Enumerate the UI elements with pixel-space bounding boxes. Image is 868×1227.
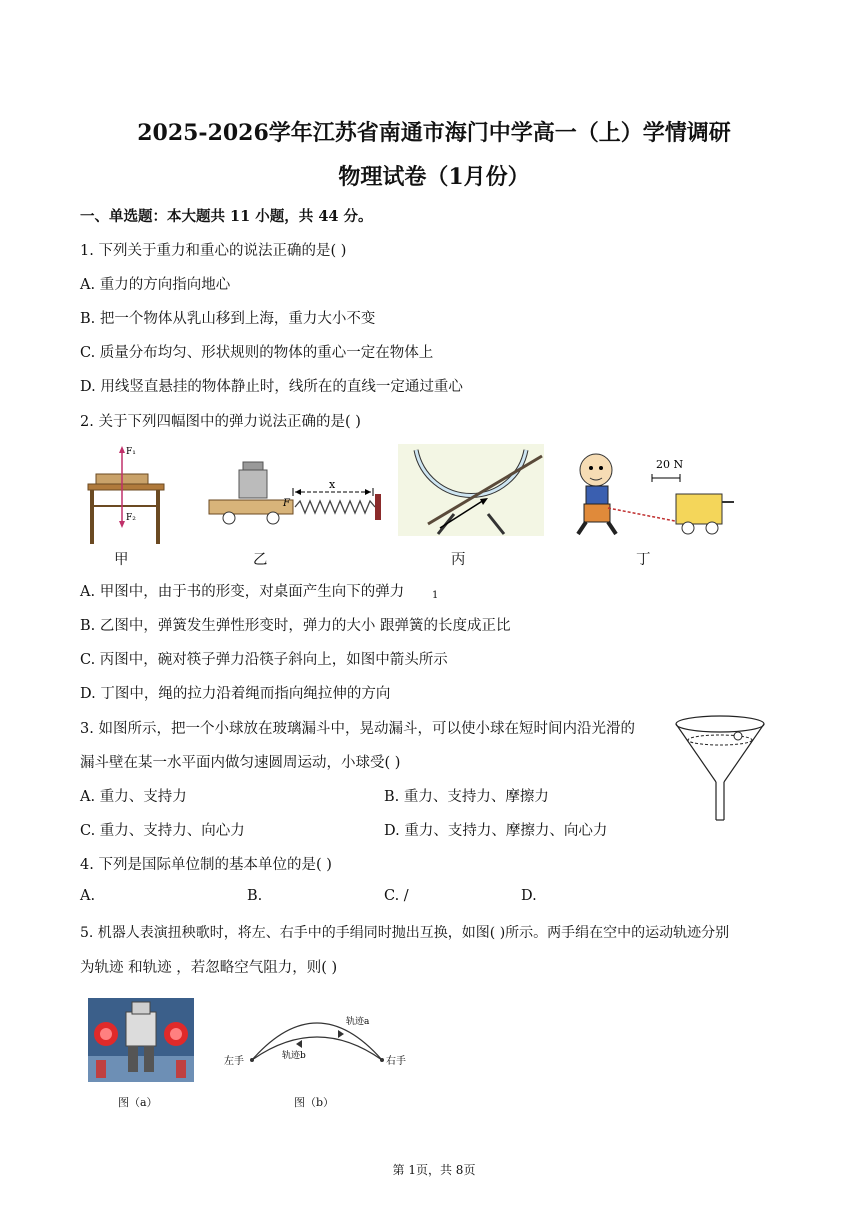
q2-option-b: B. 乙图中，弹簧发生弹性形变时，弹力的大小 跟弹簧的长度成正比: [80, 618, 511, 634]
q5-figure-a-photo: [88, 998, 194, 1082]
right-hand-label: 右手: [386, 1056, 406, 1067]
paper-title-line2: 物理试卷（1月份）: [338, 164, 530, 190]
q5-fig-a-caption: 图（a）: [118, 1096, 158, 1109]
q2-figure-yi: [205, 458, 385, 528]
fig-label-bing: 丙: [451, 552, 466, 568]
section-header: 一、单选题：本大题共 11 小题，共 44 分。: [80, 208, 373, 225]
n-label: 20 N: [656, 458, 684, 471]
q1-option-a: A. 重力的方向指向地心: [80, 277, 231, 293]
q4-stem: 4. 下列是国际单位制的基本单位的是( ): [80, 857, 332, 873]
f-label: F: [283, 498, 290, 509]
cart-body: [209, 500, 293, 514]
f2-label: F₂: [126, 513, 136, 523]
spring-shape: [295, 501, 375, 513]
q2-stem: 2. 关于下列四幅图中的弹力说法正确的是( ): [80, 414, 361, 430]
fig-label-yi: 乙: [253, 552, 268, 568]
q1-option-c: C. 质量分布均匀、形状规则的物体的重心一定在物体上: [80, 345, 434, 361]
q1-stem: 1. 下列关于重力和重心的说法正确的是( ): [80, 243, 347, 259]
q5-stem-line1: 5. 机器人表演扭秧歌时，将左、右手中的手绢同时抛出互换，如图( )所示。两手绢在空中的运动轨迹分别: [80, 925, 730, 941]
q3-stem-line2: 漏斗壁在某一水平面内做匀速圆周运动，小球受( ): [80, 755, 401, 771]
q4-option-c: C. /: [384, 888, 409, 904]
cart-wheel: [267, 512, 279, 524]
arrow-head-up: [119, 446, 125, 453]
q1-option-d: D. 用线竖直悬挂的物体静止时，线所在的直线一定通过重心: [80, 379, 463, 395]
wall-block: [375, 494, 381, 520]
q2-figure-jia: [80, 440, 170, 550]
q4-option-b: B.: [247, 888, 263, 904]
q2-option-a: A. 甲图中，由于书的形变，对桌面产生向下的弹力: [80, 584, 405, 600]
q2-figure-bing: [398, 444, 544, 536]
f1-label: F₁: [126, 447, 136, 457]
q5-stem-line2: 为轨迹 和轨迹 ，若忽略空气阻力，则( ): [80, 960, 338, 976]
trajectory-a: [252, 1023, 382, 1060]
funnel-rim: [676, 716, 764, 732]
cart-wheel: [223, 512, 235, 524]
robot-body: [126, 1012, 156, 1046]
table-top: [88, 484, 164, 490]
track-a-label: 轨迹a: [346, 1017, 370, 1027]
q4-option-d: D.: [521, 888, 537, 904]
cart-wheel: [706, 522, 718, 534]
q5-fig-b-caption: 图（b）: [294, 1096, 335, 1109]
cart-box: [676, 494, 722, 524]
ball: [734, 732, 742, 740]
left-hand-label: 左手: [224, 1056, 244, 1067]
cartoon-head: [580, 454, 612, 486]
cart-wheel: [682, 522, 694, 534]
weight-block: [239, 470, 267, 498]
q4-option-a: A.: [80, 888, 96, 904]
x-label: x: [329, 478, 336, 491]
q2-option-d: D. 丁图中，绳的拉力沿着绳而指向绳拉伸的方向: [80, 686, 391, 702]
track-b-label: 轨迹b: [282, 1051, 306, 1061]
q2-figure-ding: [572, 448, 744, 540]
paper-title-line1: 2025-2026学年江苏省南通市海门中学高一（上）学情调研: [137, 120, 731, 146]
page-footer: 第 1页，共 8页: [392, 1163, 476, 1177]
cartoon-body: [586, 486, 608, 504]
q5-figure-b-trajectory: [222, 1010, 412, 1082]
arrow-head-down: [119, 521, 125, 528]
q3-stem-line1: 3. 如图所示，把一个小球放在玻璃漏斗中，晃动漏斗，可以使小球在短时间内沿光滑的: [80, 721, 635, 737]
q3-option-a: A. 重力、支持力: [80, 789, 187, 805]
q3-option-d: D. 重力、支持力、摩擦力、向心力: [384, 823, 608, 839]
q2-option-a-subscript: 1: [432, 590, 439, 601]
q2-option-c: C. 丙图中，碗对筷子弹力沿筷子斜向上，如图中箭头所示: [80, 652, 448, 668]
fig-label-ding: 丁: [636, 552, 651, 568]
fig-label-jia: 甲: [114, 552, 129, 568]
q3-option-c: C. 重力、支持力、向心力: [80, 823, 245, 839]
q1-option-b: B. 把一个物体从乳山移到上海，重力大小不变: [80, 311, 376, 327]
q3-option-b: B. 重力、支持力、摩擦力: [384, 789, 549, 805]
rope-line: [608, 508, 680, 522]
q3-funnel-figure: [672, 712, 772, 824]
